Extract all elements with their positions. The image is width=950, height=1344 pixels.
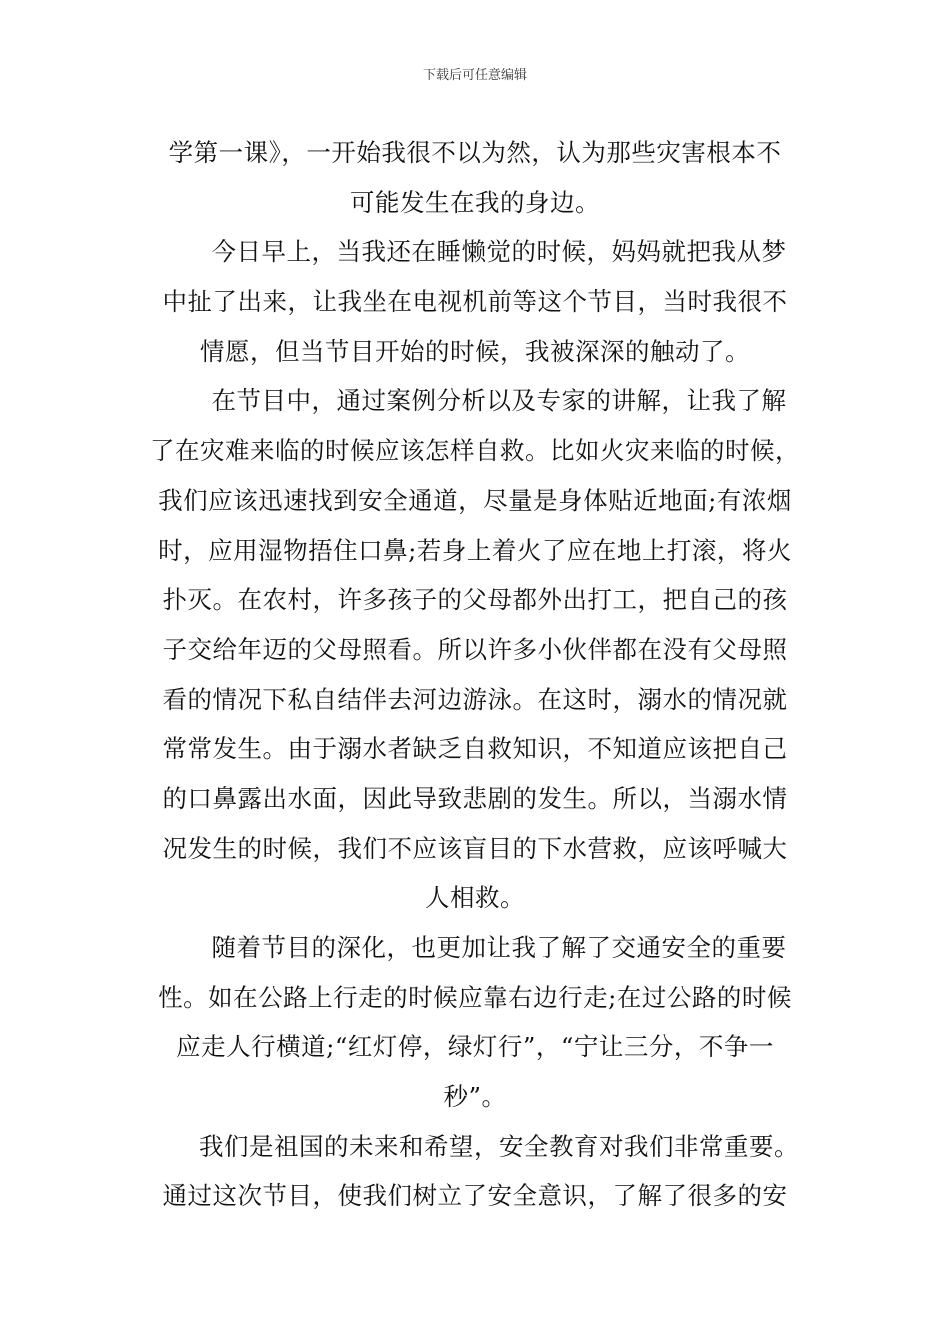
text-line: 看的情况下私自结伴去河边游泳。在这时，溺水的情况就	[162, 684, 788, 714]
text-line: 通过这次节目，使我们树立了安全意识，了解了很多的安	[162, 1181, 788, 1211]
text-line: 秒”。	[443, 1082, 507, 1112]
text-line: 可能发生在我的身边。	[350, 187, 600, 217]
text-line: 在节目中，通过案例分析以及专家的讲解，让我了解	[211, 386, 787, 416]
text-line: 性。如在公路上行走的时候应靠右边行走;在过公路的时候	[158, 982, 792, 1012]
text-line: 人相救。	[425, 883, 525, 913]
text-line: 今日早上，当我还在睡懒觉的时候，妈妈就把我从梦	[211, 237, 787, 267]
text-line: 常常发生。由于溺水者缺乏自救知识，不知道应该把自己	[162, 734, 788, 764]
text-line: 扑灭。在农村，许多孩子的父母都外出打工，把自己的孩	[162, 585, 788, 615]
text-line: 的口鼻露出水面，因此导致悲剧的发生。所以，当溺水情	[162, 783, 788, 813]
text-line: 了在灾难来临的时候应该怎样自救。比如火灾来临的时候，	[150, 436, 800, 466]
text-line: 中扯了出来，让我坐在电视机前等这个节目，当时我很不	[162, 287, 788, 317]
text-line: 学第一课》，一开始我很不以为然，认为那些灾害根本不	[168, 138, 782, 167]
text-line: 我们是祖国的未来和希望，安全教育对我们非常重要。	[199, 1131, 799, 1161]
text-line: 时，应用湿物捂住口鼻;若身上着火了应在地上打滚，将火	[158, 535, 792, 565]
page-header: 下载后可任意编辑	[422, 68, 527, 83]
text-line: 子交给年迈的父母照看。所以许多小伙伴都在没有父母照	[162, 634, 788, 664]
text-line: 应走人行横道;“红灯停，绿灯行”，“宁让三分，不争一	[176, 1032, 774, 1062]
document-body	[0, 128, 950, 1221]
text-line: 随着节目的深化，也更加让我了解了交通安全的重要	[211, 933, 787, 962]
text-line: 情愿，但当节目开始的时候，我被深深的触动了。	[200, 336, 750, 366]
text-line: 况发生的时候，我们不应该盲目的下水营救，应该呼喊大	[162, 833, 788, 863]
text-line: 我们应该迅速找到安全通道，尽量是身体贴近地面;有浓烟	[158, 485, 792, 515]
